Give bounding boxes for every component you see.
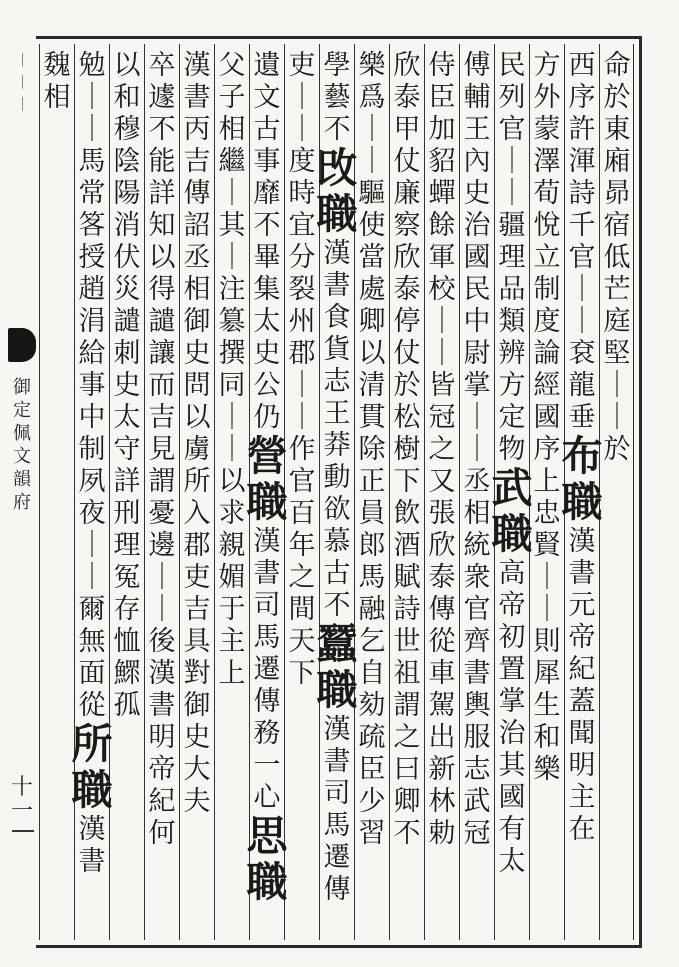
text-run: 西 序 許 渾 詩 千 官 ｜ ｜ 袞 龍 垂 [568,50,596,433]
text-run: ｜ ｜ 以 求 親 媚 于 主 上 [218,402,246,689]
headword: 蠶 職 [316,620,358,714]
book-title-char: 御 [13,377,31,398]
text-run: 卒 遽 不 能 詳 知 以 得 譴 讓 而 吉 見 謂 憂 邊 ｜ ｜ 後 漢 書 明 帝 紀 何 [148,50,176,849]
text-run: 吏 ｜ ｜ 度 時 宜 分 裂 州 郡 ｜ ｜ 作 官 [288,50,316,497]
text-run: 傅 輔 王 內 史 治 國 民 中 尉 掌 ｜ ｜ 丞 相 統 衆 官 齊 書 輿 服 志 武 冠 [463,50,491,849]
text-run: 高 帝 初 置 掌 治 其 國 有 太 [498,558,526,877]
text-column [34,50,80,935]
text-run: 民 列 官 ｜ ｜ 疆 理 品 類 辨 方 定 物 [498,50,526,465]
text-run: 漢 書 司 馬 遷 傳 務 一 心 [253,526,281,813]
text-run: 侍 臣 加 貂 蟬 餘 軍 校 ｜ ｜ 皆 冠 之 又 張 欣 泰 傳 從 車 駕 出 新 林 勅 [428,50,456,849]
headword: 攺 職 [316,144,358,238]
book-title-char: 文 [13,446,31,467]
margin-decoration: ︱︱︱ [12,52,31,118]
text-run: 學 藝 不 [323,50,351,145]
headword: 思 職 [246,812,288,906]
page-margin [8,36,36,948]
book-title-char: 韻 [13,469,31,490]
text-run: 以 和 穆 陰 陽 消 伏 災 譴 刺 史 太 守 詳 刑 理 冤 存 恤 鰥 孤 [113,50,141,721]
text-run: 方 外 蒙 澤 荀 悅 立 制 度 論 經 國 序 [533,50,561,465]
text-run: 漢 書 元 帝 紀 蓋 聞 明 主 在 [568,526,596,845]
book-title-char: 佩 [13,423,31,444]
book-title-char: 府 [13,492,31,513]
headword: 武 職 [491,464,533,558]
headword: 營 職 [246,432,288,526]
text-run: 遺 文 古 事 靡 不 畢 集 太 史 公 仍 [253,50,281,433]
text-run: 命 於 東 廂 昴 宿 低 芒 庭 堅 ｜ ｜ 於 [603,50,631,465]
fish-tail-mark-icon [8,328,36,362]
text-run: 上 忠 賢 ｜ ｜ 則 犀 生 和 樂 [533,466,561,785]
text-run: 漢 書 司 馬 遷 傳 [323,714,351,905]
page-number: 十一 [10,775,33,824]
book-title-char: 定 [13,400,31,421]
book-title [10,376,34,514]
text-run: 漢 書 食 貨 志 王 莽 動 欲 慕 古 不 [323,238,351,621]
text-run: 父 子 相 繼 ｜ 其 ｜ 注 簒 撰 同 [218,50,246,401]
text-run: 魏 相 [43,50,71,113]
text-run: 欣 泰 甲 仗 廉 察 欣 泰 停 仗 於 松 樹 下 飲 酒 賦 詩 世 祖 謂 之 曰 卿 不 [393,50,421,849]
folio-rule [12,830,34,832]
text-run: 漢 書 丙 吉 傳 詔 丞 相 御 史 問 以 虜 所 入 郡 吏 吉 具 對 御 史 大 夫 [183,50,211,817]
headword: 布 職 [561,432,603,526]
text-run: 勉 ｜ ｜ 馬 常 笿 授 趙 涓 給 事 中 制 夙 夜 ｜ ｜ 爾 無 面 從 [78,50,106,721]
text-run: 百 年 之 間 天 下 [288,498,316,689]
text-run: 漢 書 [78,814,106,877]
headword: 所 職 [71,720,113,814]
text-run: 樂 爲 ｜ ｜ 驅 使 當 處 卿 以 清 貫 除 正 員 郎 馬 融 乞 自 劾 疏 臣 少 習 [358,50,386,849]
